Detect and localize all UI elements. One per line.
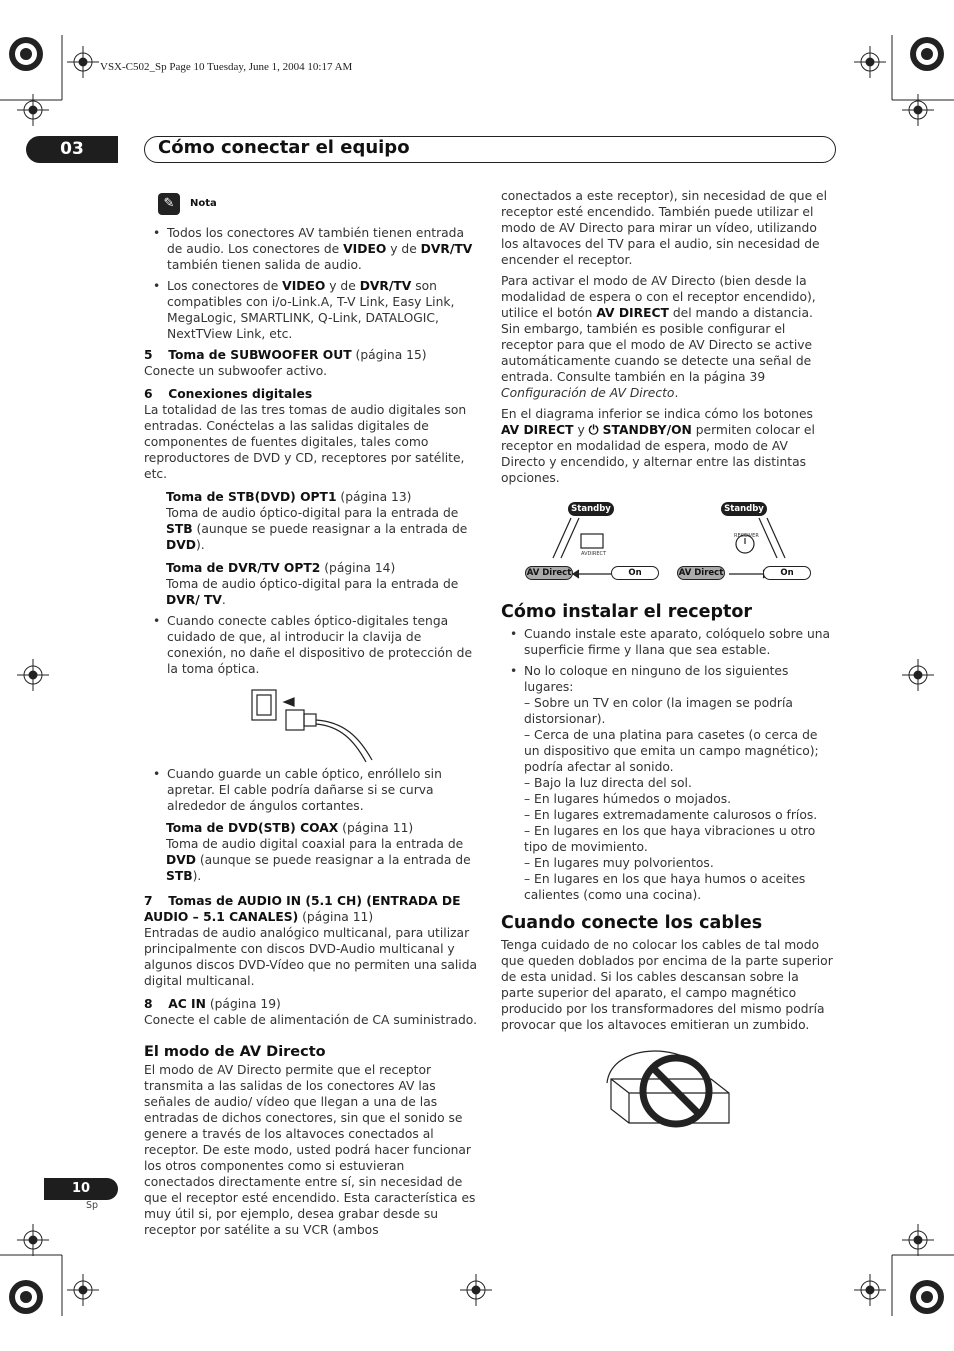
avdirect-button-label: AVDIRECT	[581, 551, 607, 557]
install-bullet-1: • Cuando instale este aparato, colóquelo sobre una superficie firme y llana que sea estable.	[501, 626, 835, 658]
list-item: – En lugares en los que haya vibraciones u otro tipo de movimiento.	[524, 824, 816, 854]
list-item: – En lugares húmedos o mojados.	[524, 792, 732, 806]
page-number: 10	[44, 1178, 118, 1200]
install-bullet-2: • No lo coloque en ninguno de los siguientes lugares:	[501, 663, 835, 695]
av-direct-diagram-text: En el diagrama inferior se indica cómo los botones AV DIRECT y ⏻ STANDBY/ON permiten colocar el receptor en modalidad de espera, modo de AV Directo y encendido, y alternar entre las distintas opciones.	[501, 407, 815, 485]
item-8: 8 AC IN (página 19) Conecte el cable de alimentación de CA suministrado.	[144, 997, 477, 1027]
note-bullet-2: • Los conectores de VIDEO y de DVR/TV son compatibles con i/o-Link.A, T-V Link, Easy Link, MegaLogic, SMARTLINK, Q-Link, DATALOGIC, NextTView Link, etc.	[144, 278, 478, 342]
install-heading: Cómo instalar el receptor	[501, 602, 753, 622]
toma-coax: Toma de DVD(STB) COAX (página 11) Toma de audio digital coaxial para la entrada de DVD (aunque se puede reasignar a la entrada de STB).	[166, 821, 471, 883]
av-direct-heading: El modo de AV Directo	[144, 1044, 326, 1060]
av-direct-continued: conectados a este receptor), sin necesidad de que el receptor esté encendido. También puede utilizar el modo de AV Directo para mirar un vídeo, utilizando los altavoces del TV para el audio, sin necesidad de encender el receptor.	[501, 189, 828, 267]
receiver-label: RECEIVER	[734, 533, 759, 539]
note-label: Nota	[190, 198, 217, 209]
right-column	[501, 188, 835, 1139]
av-direct-label-right: AV Direct	[678, 568, 724, 578]
list-item: – Cerca de una platina para casetes (o cerca de un dispositivo que emita un campo magnético); podría afectar al sonido.	[524, 728, 819, 774]
list-item: – Sobre un TV en color (la imagen se podría distorsionar).	[524, 696, 793, 726]
optical-plug-illustration	[144, 682, 478, 766]
cable-warning-illustration	[501, 1043, 835, 1139]
install-locations-list	[501, 695, 835, 903]
print-header: VSX-C502_Sp Page 10 Tuesday, June 1, 2004 10:17 AM	[100, 61, 353, 73]
on-label-left: On	[611, 566, 659, 580]
chapter-title: Cómo conectar el equipo	[158, 137, 410, 158]
toma-opt2: Toma de DVR/TV OPT2 (página 14) Toma de audio óptico-digital para la entrada de DVR/ TV.	[166, 561, 459, 607]
coil-bullet: • Cuando guarde un cable óptico, enróllelo sin apretar. El cable podría dañarse si se curva alrededor de ángulos cortantes.	[144, 766, 478, 814]
standby-label-right: Standby	[721, 502, 767, 516]
page-language: Sp	[86, 1200, 99, 1211]
list-item: – Bajo la luz directa del sol.	[524, 776, 692, 790]
list-item: – En lugares muy polvorientos.	[524, 856, 714, 870]
item-6: 6 Conexiones digitales La totalidad de las tres tomas de audio digitales son entradas. Conéctelas a las salidas digitales de componentes de fuentes digitales, tales como reproductores de DVD y CD, receptores por satélite, etc.	[144, 387, 467, 481]
chapter-number: 03	[26, 136, 118, 163]
standby-label-left: Standby	[568, 502, 614, 516]
note-header	[158, 193, 478, 215]
item-5: 5 Toma de SUBWOOFER OUT (página 15) Conecte un subwoofer activo.	[144, 348, 427, 378]
av-direct-activation: Para activar el modo de AV Directo (bien desde la modalidad de espera o con el receptor encendido), utilice el botón AV DIRECT del mando a distancia. Sin embargo, también es posible configurar el receptor para que el modo de AV Directo se active automáticamente cuando se detecte una señal de entrada. Consulte también en la página 39 Configuración de AV Directo.	[501, 274, 816, 400]
cables-heading: Cuando conecte los cables	[501, 913, 763, 933]
on-label-right: On	[763, 566, 811, 580]
av-direct-diagram	[501, 496, 835, 592]
optical-bullet: • Cuando conecte cables óptico-digitales tenga cuidado de que, al introducir la clavija de conexión, no dañe el dispositivo de protección de la toma óptica.	[144, 613, 478, 677]
pencil-icon: ✎	[158, 193, 180, 215]
list-item: – En lugares en los que haya humos o aceites calientes (como una cocina).	[524, 872, 806, 902]
item-7: 7 Tomas de AUDIO IN (5.1 CH) (ENTRADA DE AUDIO – 5.1 CANALES) (página 11) Entradas de audio analógico multicanal, para utilizar principalmente con discos DVD-Audio multicanal y algunos discos DVD-Vídeo que no permiten una salida digital multicanal.	[144, 894, 478, 988]
cables-text: Tenga cuidado de no colocar los cables de tal modo que queden doblados por encima de la parte superior de esta unidad. Si los cables descansan sobre la parte superior del aparato, el campo magnético producido por los transformadores del mismo podría provocar que los altavoces emitieran un zumbido.	[501, 938, 833, 1032]
av-direct-label-left: AV Direct	[526, 568, 572, 578]
left-column	[144, 193, 478, 1243]
list-item: – En lugares extremadamente calurosos o fríos.	[524, 808, 818, 822]
note-bullet-1: • Todos los conectores AV también tienen entrada de audio. Los conectores de VIDEO y de DVR/TV también tienen salida de audio.	[144, 225, 478, 273]
toma-opt1: Toma de STB(DVD) OPT1 (página 13) Toma de audio óptico-digital para la entrada de STB (aunque se puede reasignar a la entrada de DVD).	[166, 490, 468, 552]
av-direct-text: El modo de AV Directo permite que el receptor transmita a las salidas de los conectores AV las señales de audio/ vídeo que llegan a una de las entradas de dichos conectores, sin que el sonido se genere a través de los altavoces conectados al receptor. De este modo, usted podrá hacer funcionar los otros componentes como si estuvieran conectados directamente entre sí, sin necesidad de que el receptor esté encendido. Esta característica es muy útil si, por ejemplo, desea grabar desde su receptor por satélite a su VCR (ambos	[144, 1063, 476, 1237]
